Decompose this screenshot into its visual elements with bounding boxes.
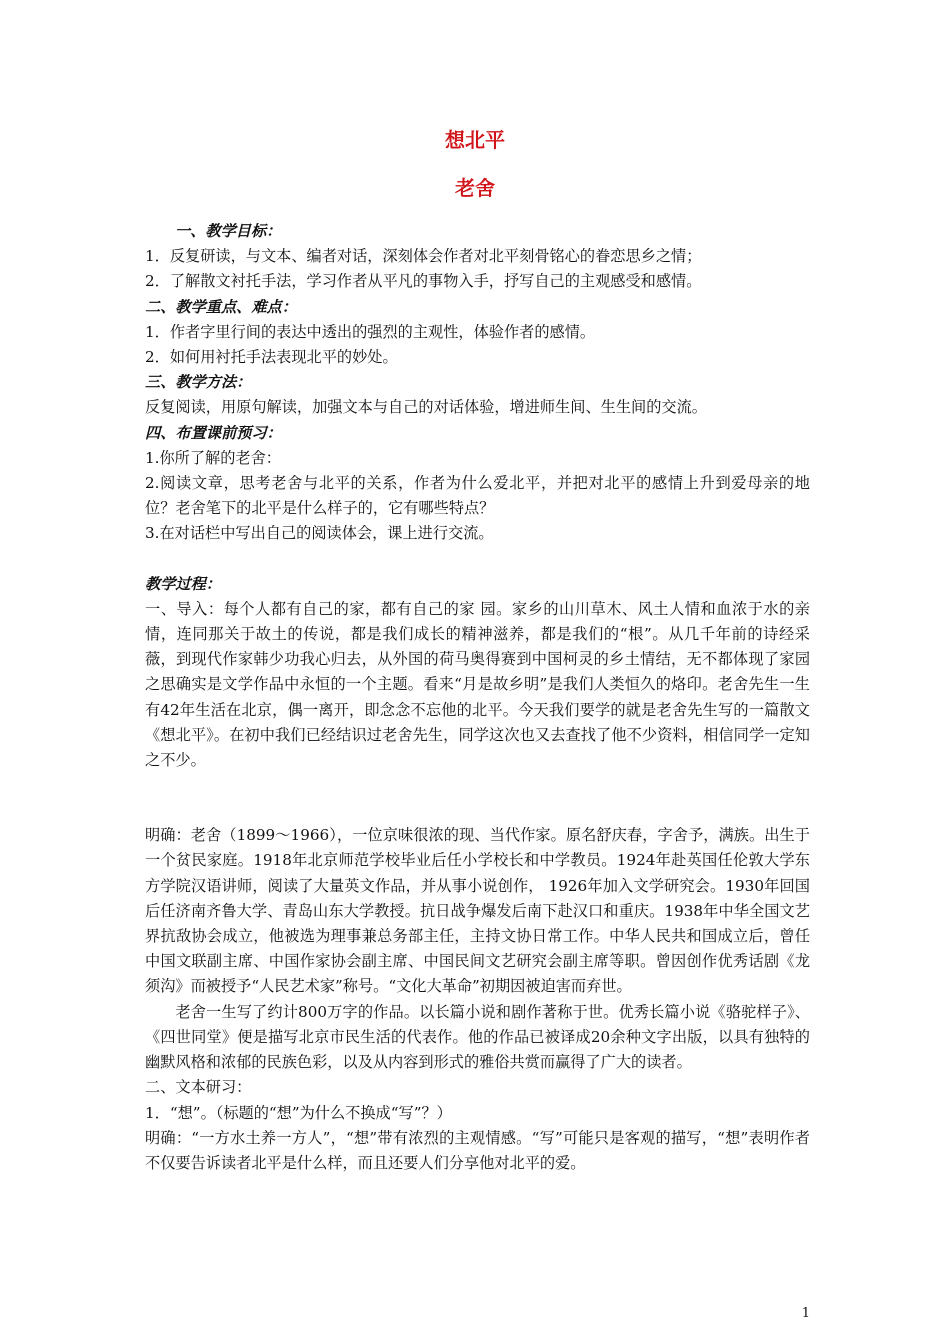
methods-heading: 三、教学方法： xyxy=(145,373,252,392)
key-point-item: 2．如何用衬托手法表现北平的妙处。 xyxy=(145,348,398,367)
document-author: 老舍 xyxy=(455,176,495,200)
intro-paragraph: 一、导入：每个人都有自己的家，都有自己的家 园。家乡的山川草木、风土人情和血浓于水的亲情，连同那关于故土的传说，都是我们成长的精神滋养，都是我们的“根”。从几千年前的诗经采薇，到现代作家韩少功我心归去，从外国的荷马奥得赛到中国柯灵的乡土情结，无不都体现了家园之思确实是文学作品中永恒的一个主题。看来“月是故乡明”是我们人类恒久的烙印。老舍先生一生有42年生活在北京，偶一离开，即念念不忘他的北平。今天我们要学的就是老舍先生写的一篇散文《想北平》。在初中我们已经结识过老舍先生，同学这次也又去查找了他不少资料，相信同学一定知之不少。 xyxy=(145,599,810,770)
process-heading: 教学过程： xyxy=(145,574,221,593)
answer-paragraph: 明确：“一方水土养一方人”，“想”带有浓烈的主观情感。“写”可能只是客观的描写，“想”表明作者不仅要告诉读者北平是什么样，而且还要人们分享他对北平的爱。 xyxy=(145,1128,810,1172)
preview-heading: 四、布置课前预习： xyxy=(145,423,282,442)
objective-item: 1．反复研读，与文本、编者对话，深刻体会作者对北平刻骨铭心的眷恋思乡之情； xyxy=(145,247,702,266)
preview-item: 1.你所了解的老舍： xyxy=(145,448,281,467)
biography-paragraph: 明确：老舍（1899～1966），一位京味很浓的现、当代作家。原名舒庆春，字舍予，满族。出生于一个贫民家庭。1918年北京师范学校毕业后任小学校长和中学教员。1924年赴英国任伦敦大学东方学院汉语讲师，阅读了大量英文作品，并从事小说创作， 1926年加入文学研究会。1930年回国后任济南齐鲁大学、青岛山东大学教授。抗日战争爆发后南下赴汉口和重庆。1938年中华全国文艺界抗敌协会成立，他被选为理事兼总务部主任，主持文协日常工作。中华人民共和国成立后，曾任中国文联副主席、中国作家协会副主席、中国民间文艺研究会副主席等职。曾因创作优秀话剧《龙须沟》而被授予“人民艺术家”称号。“文化大革命”初期因被迫害而弃世。 xyxy=(145,826,810,996)
key-point-item: 1．作者字里行间的表达中透出的强烈的主观性，体验作者的感情。 xyxy=(145,322,596,341)
objective-item: 2．了解散文衬托手法，学习作者从平凡的事物入手，抒写自己的主观感受和感情。 xyxy=(145,272,702,291)
objectives-heading: 一、教学目标： xyxy=(175,222,282,240)
question-item: 1．“想”。（标题的“想”为什么不换成“写”？） xyxy=(145,1103,452,1122)
document-title: 想北平 xyxy=(445,128,505,152)
preview-item: 2.阅读文章，思考老舍与北平的关系，作者为什么爱北平，并把对北平的感情上升到爱母亲的地位？老舍笔下的北平是什么样子的，它有哪些特点？ xyxy=(145,474,810,518)
document-body xyxy=(145,219,810,1176)
methods-text: 反复阅读，用原句解读，加强文本与自己的对话体验，增进师生间、生生间的交流。 xyxy=(145,398,707,417)
page-number: 1 xyxy=(801,1306,810,1321)
preview-item: 3.在对话栏中写出自己的阅读体会，课上进行交流。 xyxy=(145,524,494,543)
works-paragraph: 老舍一生写了约计800万字的作品。以长篇小说和剧作著称于世。优秀长篇小说《骆驼样子》、《四世同堂》便是描写北京市民生活的代表作。他的作品已被译成20余种文字出版，以具有独特的幽默风格和浓郁的民族色彩，以及从内容到形式的雅俗共赏而赢得了广大的读者。 xyxy=(145,1002,810,1072)
key-points-heading: 二、教学重点、难点： xyxy=(145,297,297,316)
study-heading: 二、文本研习： xyxy=(145,1078,252,1097)
